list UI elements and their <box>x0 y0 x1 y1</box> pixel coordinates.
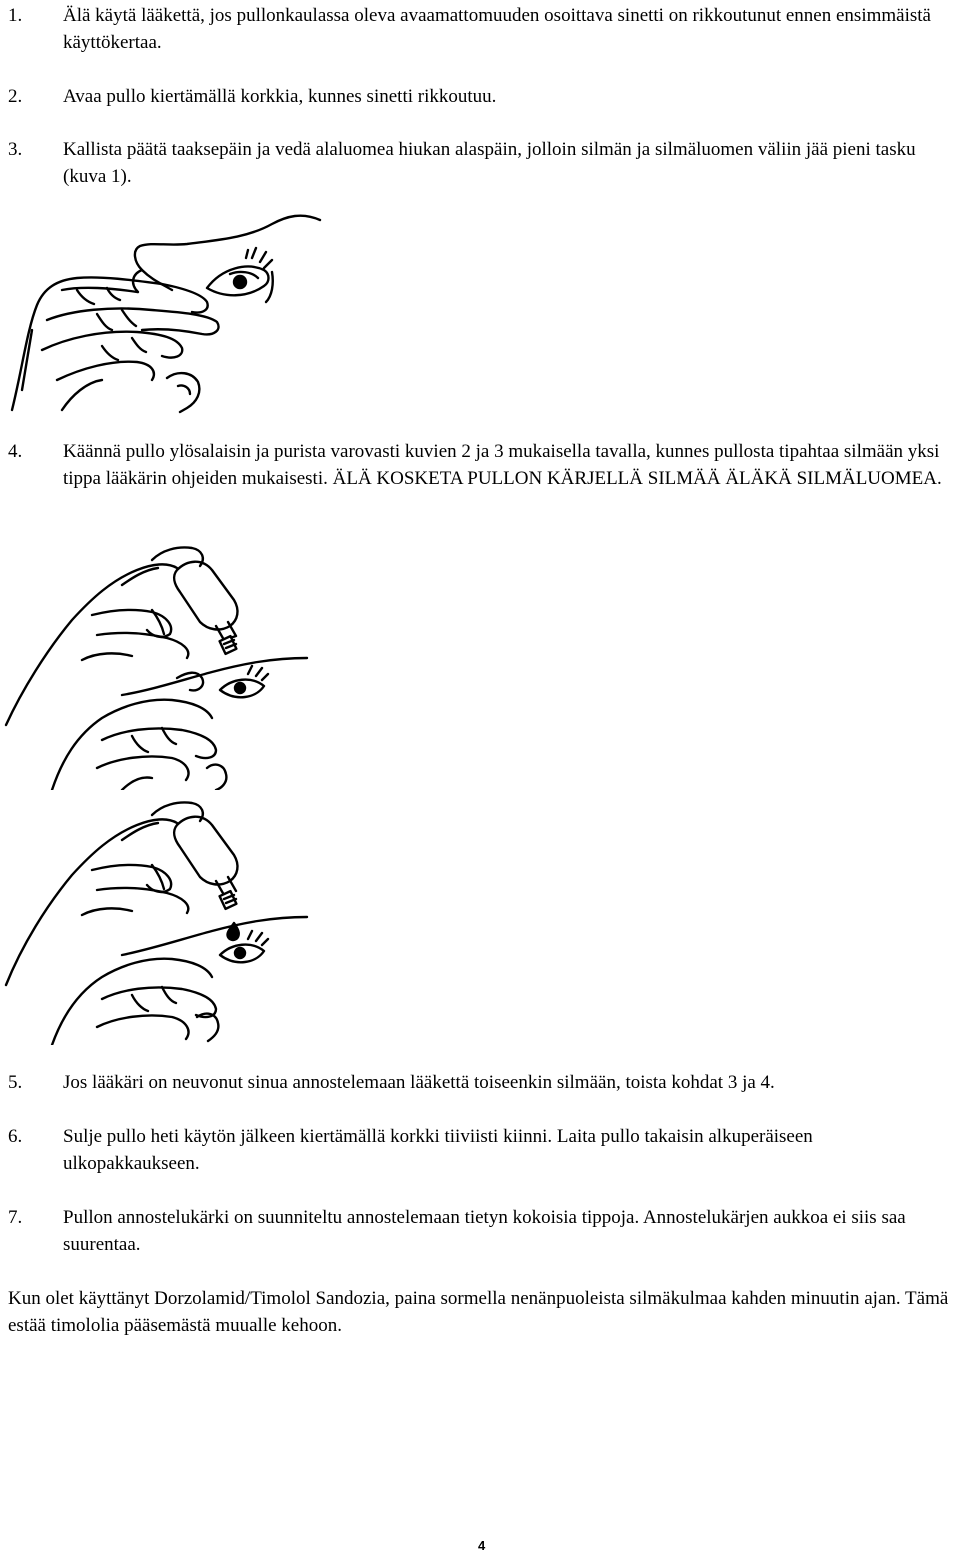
eye-drop-falling-illustration <box>2 795 312 1045</box>
closing-paragraph: Kun olet käyttänyt Dorzolamid/Timolol Sandozia, paina sormella nenänpuoleista silmäkulmaa kahden minuutin ajan. Tämä estää timololia pääsemästä muualle kehoon. <box>8 1288 949 1336</box>
step-text: Jos lääkäri on neuvonut sinua annostelemaan lääkettä toiseenkin silmään, toista kohdat 3 ja 4. <box>63 1072 775 1093</box>
step-1 <box>8 2 953 56</box>
step-number: 7. <box>8 1207 23 1228</box>
step-2 <box>8 83 953 110</box>
step-number: 6. <box>8 1126 23 1147</box>
step-number: 5. <box>8 1072 23 1093</box>
step-text: Pullon annostelukärki on suunniteltu annostelemaan tietyn kokoisia tippoja. Annostelukärjen aukkoa ei siis saa suurentaa. <box>63 1207 906 1255</box>
step-text: Sulje pullo heti käytön jälkeen kiertämällä korkki tiiviisti kiinni. Laita pullo takaisin alkuperäiseen ulkopakkaukseen. <box>63 1126 813 1174</box>
step-text: Käännä pullo ylösalaisin ja purista varovasti kuvien 2 ja 3 mukaisella tavalla, kunnes pullosta tipahtaa silmään yksi tippa lääkärin ohjeiden mukaisesti. ÄLÄ KOSKETA PULLON KÄRJELLÄ SILMÄÄ ÄLÄKÄ SILMÄLUOMEA. <box>63 441 942 489</box>
step-7 <box>8 1204 953 1258</box>
eye-lid-pull-illustration <box>2 210 332 415</box>
step-3 <box>8 136 953 190</box>
step-text: Avaa pullo kiertämällä korkkia, kunnes sinetti rikkoutuu. <box>63 86 497 107</box>
step-number: 4. <box>8 441 23 462</box>
step-4 <box>8 438 953 492</box>
step-number: 1. <box>8 5 23 26</box>
step-number: 3. <box>8 139 23 160</box>
step-text: Älä käytä lääkettä, jos pullonkaulassa oleva avaamattomuuden osoittava sinetti on rikkoutunut ennen ensimmäistä käyttökertaa. <box>63 5 931 53</box>
page-number: 4 <box>478 1538 486 1553</box>
step-5 <box>8 1069 953 1096</box>
step-6 <box>8 1123 953 1177</box>
step-text: Kallista päätä taaksepäin ja vedä alaluomea hiukan alaspäin, jolloin silmän ja silmäluomen väliin jää pieni tasku (kuva 1). <box>63 139 916 187</box>
eye-drop-bottle-illustration <box>2 540 312 790</box>
step-number: 2. <box>8 86 23 107</box>
